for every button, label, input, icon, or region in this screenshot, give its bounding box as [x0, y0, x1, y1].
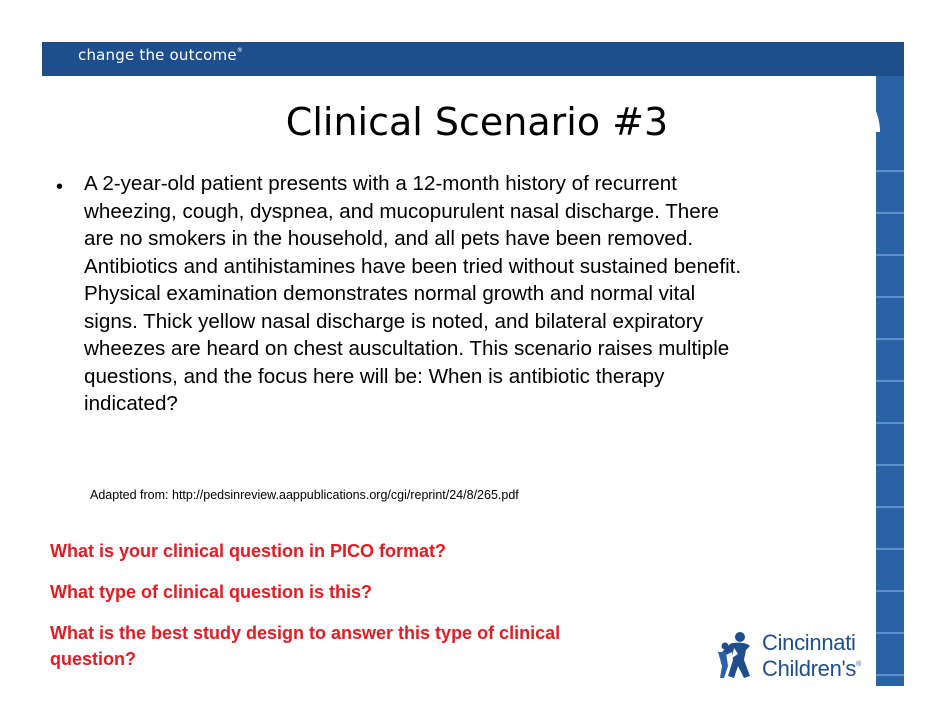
logo-line-1: Cincinnati: [762, 630, 856, 655]
children-figure-icon: [716, 630, 756, 682]
scenario-line: indicated?: [84, 392, 178, 415]
source-citation: Adapted from: http://pedsinreview.aappublications.org/cgi/reprint/24/8/265.pdf: [90, 488, 519, 502]
logo-wordmark: [762, 632, 861, 680]
cincinnati-childrens-logo: [716, 630, 876, 682]
scenario-line: signs. Thick yellow nasal discharge is noted, and bilateral expiratory: [84, 309, 703, 333]
scenario-line: wheezing, cough, dyspnea, and mucopurulent nasal discharge. There: [84, 199, 720, 223]
scenario-line: are no smokers in the household, and all pets have been removed.: [84, 227, 694, 250]
question-line: What is the best study design to answer this type of clinical: [50, 623, 561, 643]
scenario-line: questions, and the focus here will be: When is antibiotic therapy: [84, 364, 665, 388]
logo-mark: ®: [856, 661, 861, 668]
scenario-text: [84, 170, 866, 418]
right-rail-stripes: [876, 130, 904, 686]
scenario-line: A 2-year-old patient presents with a 12-month history of recurrent: [84, 172, 677, 195]
tagline-mark: ®: [236, 47, 243, 54]
question-pico: What is your clinical question in PICO format?: [50, 541, 447, 561]
question-type: What type of clinical question is this?: [50, 582, 373, 602]
question-study-design: [50, 620, 730, 672]
logo-line-2: [762, 654, 861, 680]
scenario-line: Antibiotics and antihistamines have been tried without sustained benefit.: [84, 254, 742, 278]
scenario-line: Physical examination demonstrates normal growth and normal vital: [84, 282, 696, 305]
logo-line-2-text: Children's: [762, 656, 857, 681]
tagline: [78, 46, 243, 64]
scenario-line: wheezes are heard on chest auscultation. This scenario raises multiple: [84, 337, 730, 360]
question-line: question?: [50, 649, 136, 669]
slide-title: Clinical Scenario #3: [285, 100, 669, 144]
bullet-icon: •: [56, 176, 64, 198]
tagline-text: change the outcome: [78, 46, 237, 64]
